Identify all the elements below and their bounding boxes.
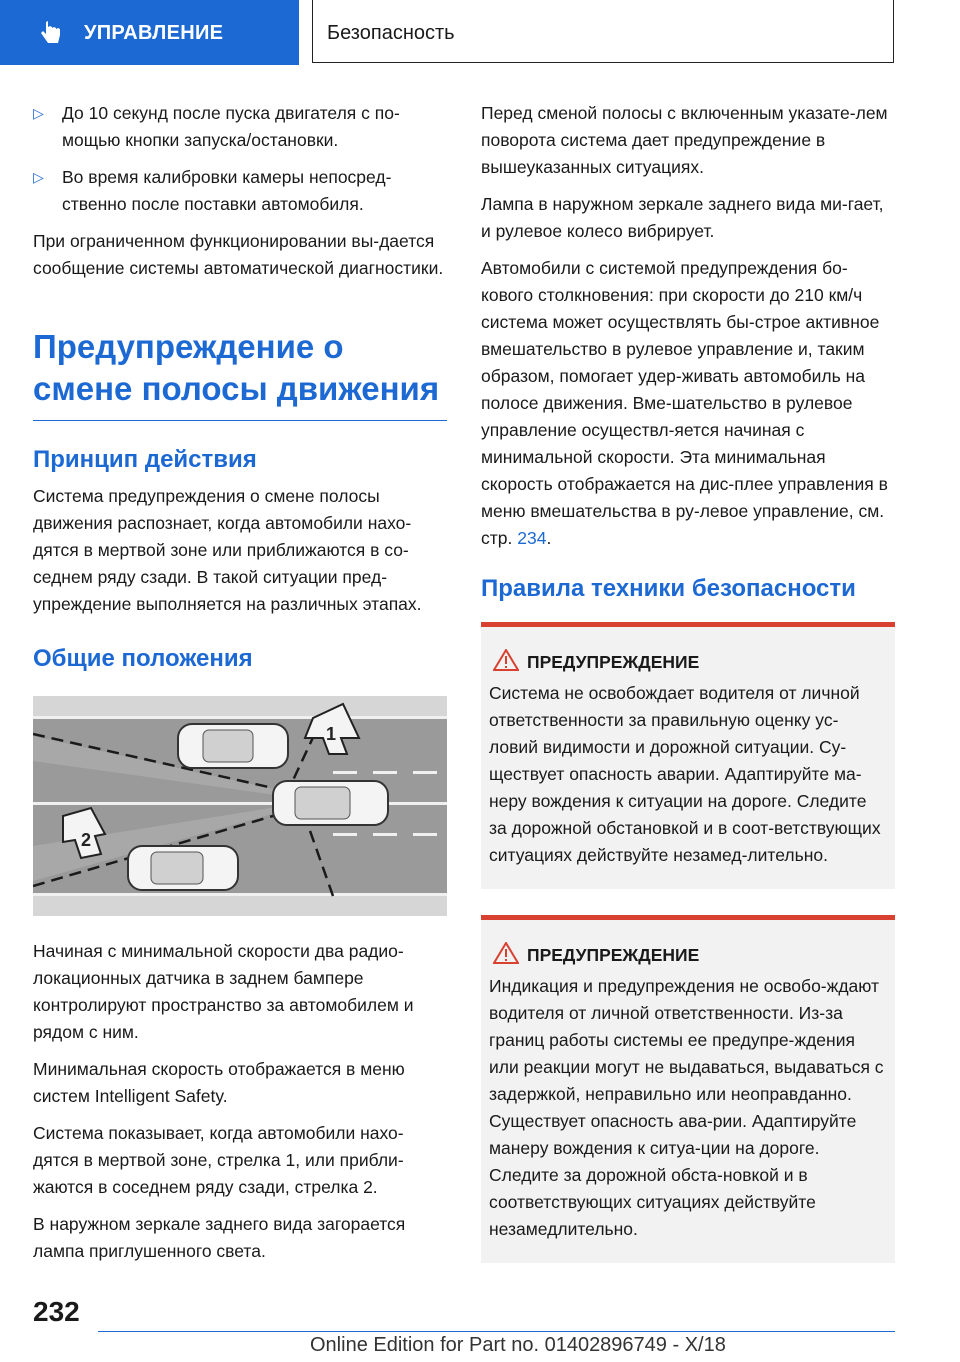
paragraph-principle: Система предупреждения о смене полосы движения распознает, когда автомобили нахо-дятся в мертвой зоне или приближаются в со-седнем ряду сзади. В такой ситуации пред-упреждение выполняется на различных этапах. <box>33 486 422 614</box>
triangle-bullet-icon: ▷ <box>33 105 44 121</box>
left-column <box>33 100 447 1275</box>
topic-header <box>312 0 894 63</box>
triangle-bullet-icon: ▷ <box>33 169 44 185</box>
lane-change-illustration <box>33 696 447 916</box>
paragraph-min-speed: Минимальная скорость отображается в меню систем Intelligent Safety. <box>33 1059 405 1106</box>
footer-divider <box>98 1331 895 1332</box>
paragraph-radar: Начиная с минимальной скорости два радио-локационных датчика в заднем бампере контролируют пространство за автомобилем и рядом с ним. <box>33 941 414 1042</box>
svg-text:1: 1 <box>326 724 337 744</box>
section-label: УПРАВЛЕНИЕ <box>84 22 224 44</box>
paragraph-mirror: Лампа в наружном зеркале заднего вида ми-гает, и рулевое колесо вибрирует. <box>481 194 884 241</box>
warning-text: Индикация и предупреждения не освобо-ждают водителя от личной ответственности. Из-за границ работы системы ее предупре-ждения или реакции могут не выдаваться, выдаваться с задержкой, неправильно или неоправданно. Существует опасность ава-рии. Адаптируйте манеру вождения к ситуа-ции на дороге. Следите за дорожной обста-новкой и в соответствующих ситуациях действуйте незамедлительно. <box>489 976 884 1239</box>
warning-heading: ПРЕДУПРЕЖДЕНИЕ <box>489 942 887 969</box>
paragraph-shows: Система показывает, когда автомобили нахо-дятся в мертвой зоне, стрелка 1, или прибли-жаются в соседнем ряду сзади, стрелка 2. <box>33 1123 404 1197</box>
topic-label: Безопасность <box>327 22 455 44</box>
list-item: ▷ Во время калибровки камеры непосред-ственно после поставки автомобиля. <box>33 164 447 218</box>
page-title: Предупреждение о смене полосы движения <box>33 328 440 407</box>
warning-text: Система не освобождает водителя от личной ответственности за правильную оценку ус-ловий видимости и дорожной ситуации. Су-ществует опасность аварии. Адаптируйте ма-неру вождения к ситуации на дороге. Следите за дорожной обстановкой и в соот-ветствующих ситуациях действуйте незамед-лительно. <box>489 683 881 865</box>
warning-heading: ПРЕДУПРЕЖДЕНИЕ <box>489 649 887 676</box>
right-column <box>481 100 895 1263</box>
warning-triangle-icon <box>493 942 519 964</box>
footer-text: Online Edition for Part no. 01402896749 - X/18 <box>310 1334 726 1356</box>
page-link[interactable]: 234 <box>517 528 547 548</box>
paragraph-lamp: В наружном зеркале заднего вида загорается лампа приглушенного света. <box>33 1214 406 1261</box>
car-ego-icon <box>273 781 388 825</box>
section-tab[interactable] <box>0 0 299 65</box>
warning-box <box>481 622 895 889</box>
paragraph-turn-signal: Перед сменой полосы с включенным указате-лем поворота система дает предупреждение в вышеуказанных ситуациях. <box>481 103 888 177</box>
heading-safety: Правила техники безопасности <box>481 575 856 602</box>
paragraph-limited-function: При ограниченном функционировании вы-дается сообщение системы автоматической диагностики. <box>33 231 444 278</box>
car-top-icon <box>178 724 288 768</box>
warning-box <box>481 915 895 1263</box>
title-divider <box>33 420 447 421</box>
heading-principle: Принцип действия <box>33 446 257 473</box>
page-number: 232 <box>33 1296 80 1327</box>
car-bottom-icon <box>128 846 238 890</box>
svg-text:2: 2 <box>81 830 92 850</box>
hand-pointer-icon <box>38 20 64 46</box>
warning-triangle-icon <box>493 649 519 671</box>
paragraph-side-collision: Автомобили с системой предупреждения бо-кового столкновения: при скорости до 210 км/ч система может осуществлять бы-строе активное вмешательство в рулевое управление и, таким образом, помогает удер-живать автомобиль на полосе движения. Вме-шательство в рулевое управление осуществл-яется начиная с минимальной скорости. Эта минимальная скорость отображается на дис-плее управления в меню вмешательства в ру-левое управление, см. стр. 234. <box>481 258 888 548</box>
list-item: ▷ До 10 секунд после пуска двигателя с по-мощью кнопки запуска/остановки. <box>33 100 447 154</box>
heading-general: Общие положения <box>33 645 253 672</box>
